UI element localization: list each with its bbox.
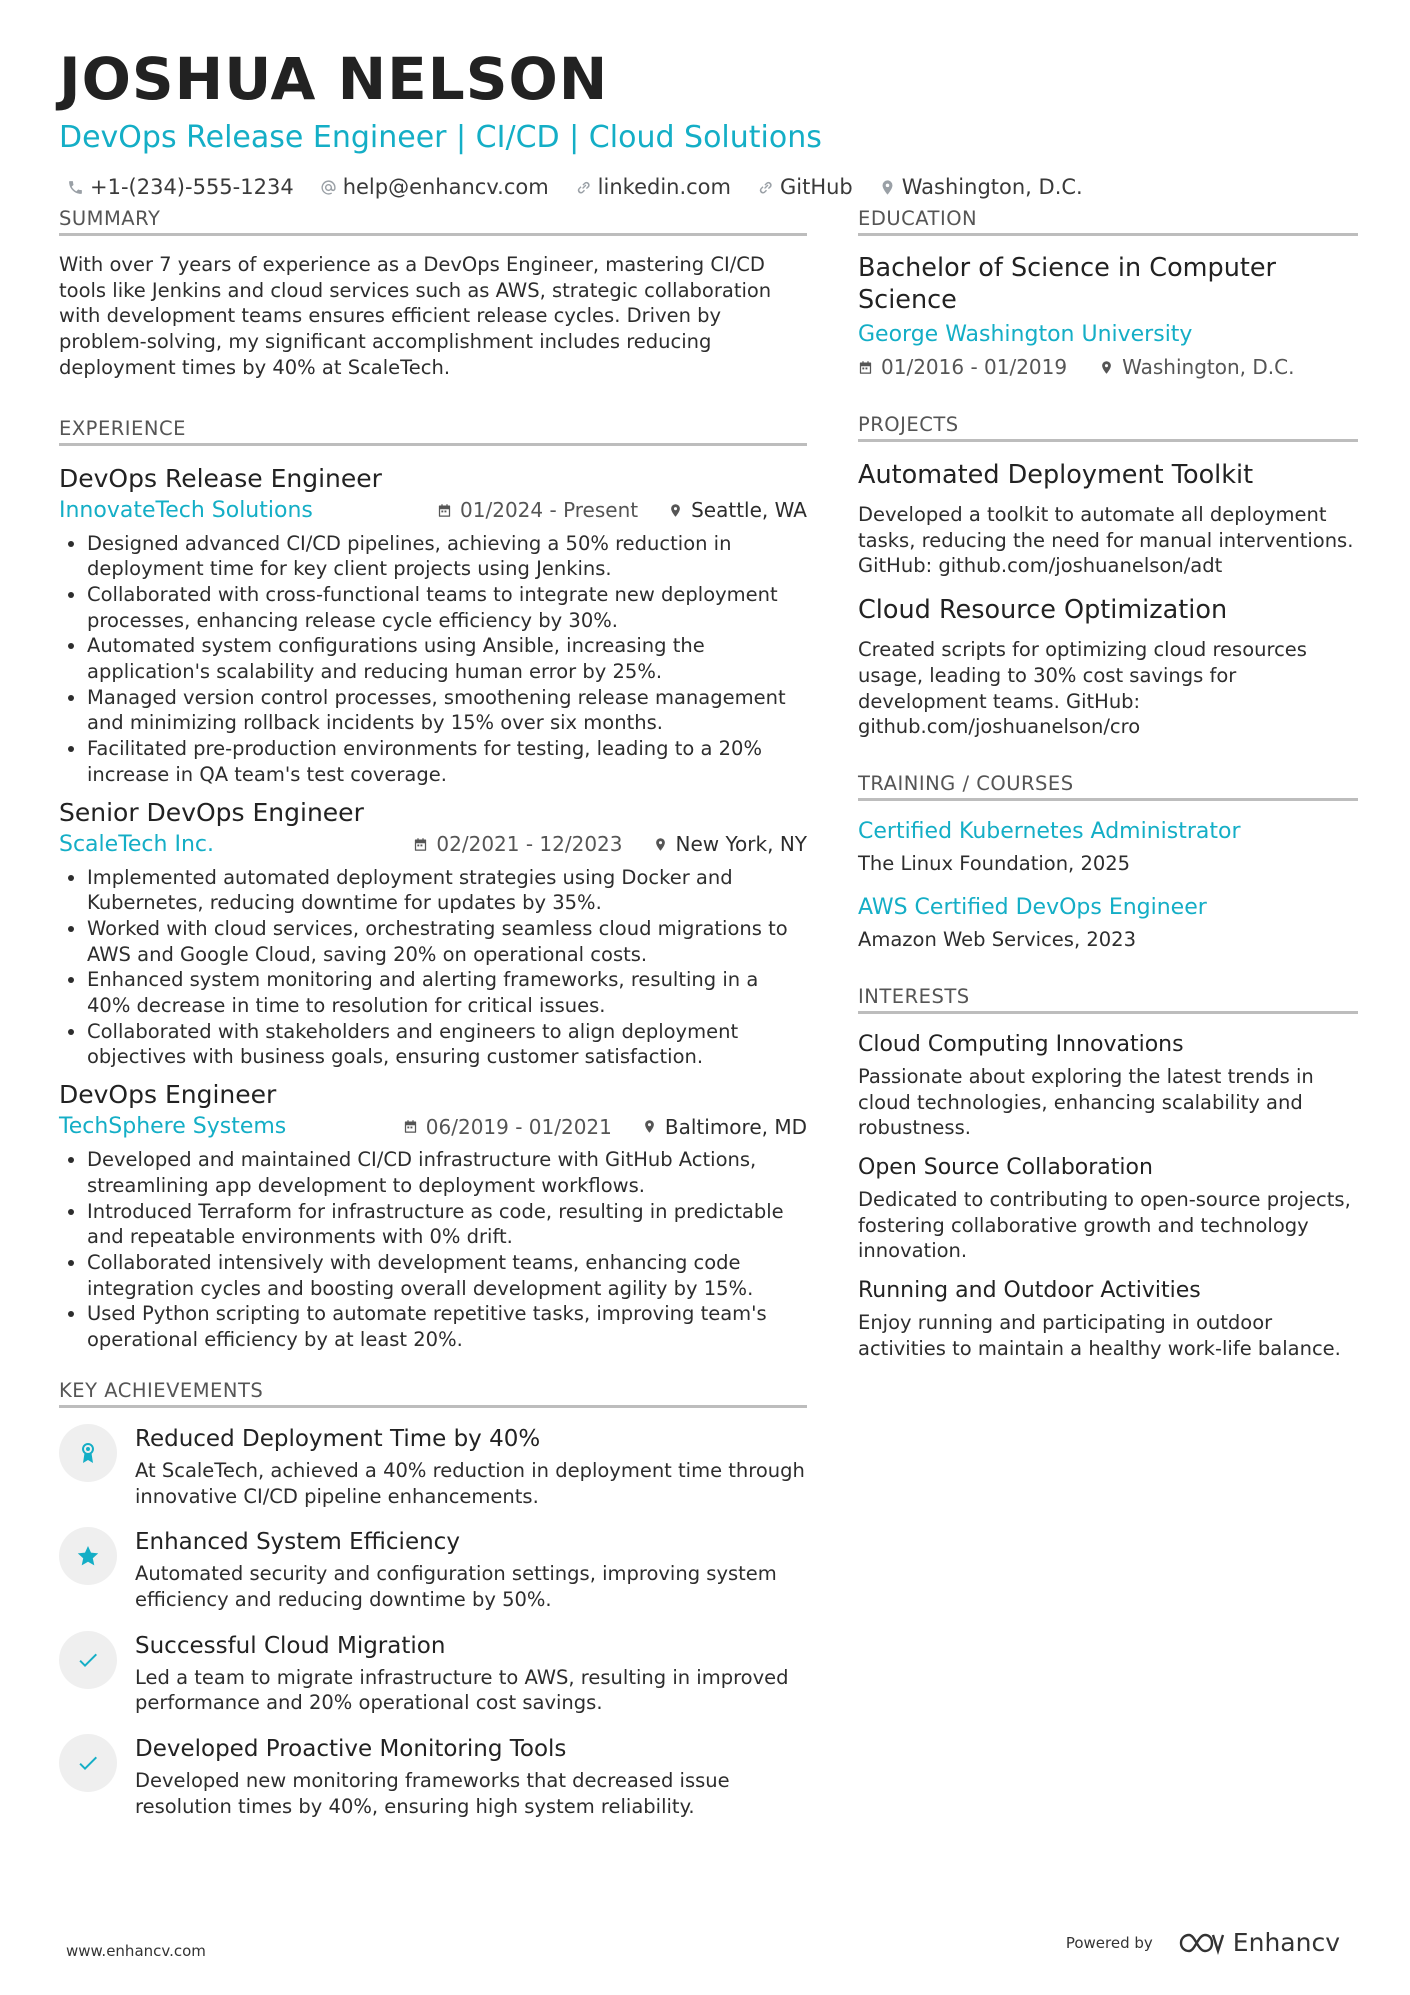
location-icon	[642, 1118, 657, 1135]
job-bullet: • Managed version control processes, smoothening release management and minimizing rollback incidents by 15% over six months.	[87, 685, 807, 736]
job-bullet: • Introduced Terraform for infrastructure as code, resulting in predictable and repeatable environments with 0% drift.	[87, 1199, 807, 1250]
education-meta	[858, 355, 1358, 379]
left-column	[59, 207, 807, 1837]
job-location-text: Seattle, WA	[691, 498, 807, 523]
education-dates	[858, 355, 1067, 379]
experience-heading: EXPERIENCE	[59, 417, 807, 446]
contact-email[interactable]	[320, 175, 549, 199]
project-item	[858, 458, 1358, 579]
interest-desc: Enjoy running and participating in outdoor activities to maintain a healthy work-life balance.	[858, 1311, 1341, 1360]
job-meta-details	[437, 498, 807, 522]
job-bullet: • Automated system configurations using Ansible, increasing the application's scalability and reducing human error by 25%.	[87, 633, 807, 684]
right-column	[858, 207, 1358, 1374]
job-bullet: • Developed and maintained CI/CD infrastructure with GitHub Actions, streamlining app development to deployment workflows.	[87, 1147, 807, 1198]
achievement-desc: Automated security and configuration settings, improving system efficiency and reducing downtime by 50%.	[135, 1562, 777, 1611]
job-bullet: • Used Python scripting to automate repetitive tasks, improving team's operational efficiency by at least 20%.	[87, 1301, 807, 1352]
education-school: George Washington University	[858, 322, 1193, 347]
achievement-body	[135, 1424, 807, 1509]
project-title: Automated Deployment Toolkit	[858, 460, 1254, 490]
job-meta-details	[413, 832, 807, 856]
project-title: Cloud Resource Optimization	[858, 595, 1228, 626]
job-meta	[59, 1114, 807, 1139]
job-bullet: • Enhanced system monitoring and alerting frameworks, resulting in a 40% decrease in time to resolution for critical issues.	[87, 967, 807, 1018]
achievement-desc: Led a team to migrate infrastructure to AWS, resulting in improved performance and 20% operational cost savings.	[135, 1665, 789, 1715]
education-location-text: Washington, D.C.	[1122, 355, 1295, 379]
job-role: DevOps Release Engineer	[59, 463, 382, 493]
job-dates	[437, 498, 638, 522]
location-icon	[653, 836, 668, 853]
job-bullet: • Designed advanced CI/CD pipelines, achieving a 50% reduction in deployment time for key client projects using Jenkins.	[87, 531, 807, 582]
achievement-icon-badge	[59, 1527, 117, 1585]
interest-title: Running and Outdoor Activities	[858, 1278, 1201, 1304]
project-desc: Created scripts for optimizing cloud resources usage, leading to 30% cost savings for development teams. GitHub: github.com/joshuanelson/cro	[858, 638, 1307, 739]
education-heading: EDUCATION	[858, 207, 1358, 236]
achievement-desc: Developed new monitoring frameworks that decreased issue resolution times by 40%, ensuring high system reliability.	[135, 1769, 730, 1818]
resume-header	[59, 40, 1359, 199]
achievement-title: Reduced Deployment Time by 40%	[135, 1425, 541, 1452]
achievements-heading: KEY ACHIEVEMENTS	[59, 1379, 807, 1408]
job-location-text: New York, NY	[675, 832, 807, 857]
job-meta	[59, 498, 807, 523]
experience-entry	[59, 462, 807, 788]
achievement-icon-badge	[59, 1631, 117, 1689]
experience-entry	[59, 796, 807, 1071]
course-title: Certified Kubernetes Administrator	[858, 818, 1241, 844]
interest-desc: Dedicated to contributing to open-source projects, fostering collaborative growth and technology innovation.	[858, 1188, 1351, 1263]
project-item	[858, 593, 1358, 740]
footer-website[interactable]: www.enhancv.com	[66, 1942, 206, 1960]
location-icon	[668, 502, 683, 519]
achievement-item	[59, 1424, 807, 1509]
course-title: AWS Certified DevOps Engineer	[858, 894, 1207, 920]
phone-icon	[67, 179, 84, 196]
contact-linkedin[interactable]	[575, 175, 731, 199]
achievement-title: Developed Proactive Monitoring Tools	[135, 1736, 567, 1763]
job-company: InnovateTech Solutions	[59, 497, 313, 523]
powered-by-label: Powered by	[1065, 1933, 1153, 1952]
calendar-icon	[437, 502, 452, 519]
contact-github[interactable]	[757, 175, 853, 199]
candidate-name: JOSHUA NELSON	[59, 45, 609, 113]
job-bullet: • Collaborated intensively with development teams, enhancing code integration cycles and boosting overall development agility by 15%.	[87, 1250, 807, 1301]
interest-item	[858, 1030, 1358, 1141]
interest-item	[858, 1153, 1358, 1264]
job-dates	[413, 832, 622, 856]
enhancv-brand-text: Enhancv	[1232, 1928, 1340, 1957]
achievement-body	[135, 1527, 807, 1612]
contact-email-text: help@enhancv.com	[342, 175, 549, 199]
job-company: TechSphere Systems	[59, 1114, 287, 1140]
contact-location	[879, 175, 1083, 199]
star-icon	[76, 1544, 100, 1568]
job-dates-text: 06/2019 - 01/2021	[425, 1114, 612, 1139]
summary-text: With over 7 years of experience as a DevOps Engineer, mastering CI/CD tools like Jenkins and cloud services such as AWS, strategic collaboration with development teams ensures efficient release cycles. Driven by problem-solving, my significant accomplishment includes reducing deployment times by 40% at ScaleTech.	[59, 253, 772, 379]
training-heading: TRAINING / COURSES	[858, 772, 1358, 801]
check-icon	[76, 1648, 100, 1672]
job-dates-text: 02/2021 - 12/2023	[436, 832, 623, 857]
course-item	[858, 817, 1358, 877]
job-location	[653, 832, 807, 856]
achievement-title: Enhanced System Efficiency	[135, 1529, 460, 1556]
course-item	[858, 893, 1358, 953]
job-company: ScaleTech Inc.	[59, 831, 214, 857]
education-location	[1099, 355, 1294, 379]
achievements-section	[59, 1379, 807, 1820]
achievement-body	[135, 1734, 807, 1819]
job-bullet: • Collaborated with cross-functional teams to integrate new deployment processes, enhancing release cycle efficiency by 30%.	[87, 582, 807, 633]
footer-branding	[1066, 1928, 1340, 1957]
contact-phone-text: +1-(234)-555-1234	[90, 175, 294, 199]
interest-item	[858, 1276, 1358, 1361]
achievement-body	[135, 1631, 807, 1716]
interest-title: Open Source Collaboration	[858, 1155, 1153, 1181]
job-bullets	[59, 1147, 807, 1353]
project-desc: Developed a toolkit to automate all deployment tasks, reducing the need for manual interventions. GitHub: github.com/joshuanelson/adt	[858, 503, 1354, 578]
check-icon	[76, 1751, 100, 1775]
job-location	[668, 498, 807, 522]
achievement-item	[59, 1527, 807, 1612]
job-bullets	[59, 865, 807, 1071]
interests-heading: INTERESTS	[858, 985, 1358, 1014]
location-icon	[1099, 359, 1114, 376]
enhancv-logo-icon	[1177, 1930, 1225, 1956]
achievement-icon-badge	[59, 1424, 117, 1482]
calendar-icon	[403, 1118, 418, 1135]
calendar-icon	[858, 359, 873, 376]
contact-bar	[59, 175, 1359, 199]
calendar-icon	[413, 836, 428, 853]
job-location-text: Baltimore, MD	[664, 1114, 807, 1139]
summary-heading: SUMMARY	[59, 207, 807, 236]
candidate-title: DevOps Release Engineer | CI/CD | Cloud Solutions	[59, 120, 822, 155]
projects-heading: PROJECTS	[858, 413, 1358, 442]
contact-phone[interactable]	[67, 175, 294, 199]
achievement-desc: At ScaleTech, achieved a 40% reduction in deployment time through innovative CI/CD pipeline enhancements.	[135, 1458, 805, 1508]
course-org: The Linux Foundation, 2025	[858, 851, 1131, 875]
job-meta	[59, 832, 807, 857]
course-org: Amazon Web Services, 2023	[858, 927, 1136, 951]
job-location	[642, 1115, 807, 1139]
location-icon	[879, 179, 896, 196]
job-bullet: • Worked with cloud services, orchestrating seamless cloud migrations to AWS and Google Cloud, saving 20% on operational costs.	[87, 916, 807, 967]
contact-linkedin-text: linkedin.com	[597, 175, 731, 199]
achievement-item	[59, 1631, 807, 1716]
education-dates-text: 01/2016 - 01/2019	[881, 355, 1068, 379]
achievement-item	[59, 1734, 807, 1819]
link-icon	[575, 179, 592, 196]
job-bullets	[59, 531, 807, 788]
job-bullet: • Facilitated pre-production environments for testing, leading to a 20% increase in QA team's test coverage.	[87, 736, 807, 787]
interest-title: Cloud Computing Innovations	[858, 1031, 1184, 1057]
job-role: Senior DevOps Engineer	[59, 797, 364, 827]
achievement-icon-badge	[59, 1734, 117, 1792]
contact-github-text: GitHub	[779, 175, 853, 199]
award-icon	[76, 1441, 100, 1465]
job-dates	[403, 1115, 612, 1139]
experience-entry	[59, 1078, 807, 1353]
job-bullet: • Collaborated with stakeholders and engineers to align deployment objectives with business goals, ensuring customer satisfaction.	[87, 1019, 807, 1070]
interest-desc: Passionate about exploring the latest trends in cloud technologies, enhancing scalability and robustness.	[858, 1064, 1314, 1140]
enhancv-logo[interactable]	[1177, 1928, 1340, 1957]
link-icon	[757, 179, 774, 196]
job-meta-details	[403, 1115, 807, 1139]
achievement-title: Successful Cloud Migration	[135, 1632, 446, 1659]
job-bullet: • Implemented automated deployment strategies using Docker and Kubernetes, reducing downtime for updates by 35%.	[87, 865, 807, 916]
job-dates-text: 01/2024 - Present	[460, 498, 639, 523]
job-role: DevOps Engineer	[59, 1080, 277, 1110]
at-icon	[320, 179, 337, 196]
education-degree: Bachelor of Science in Computer Science	[858, 253, 1277, 315]
contact-location-text: Washington, D.C.	[901, 175, 1083, 199]
